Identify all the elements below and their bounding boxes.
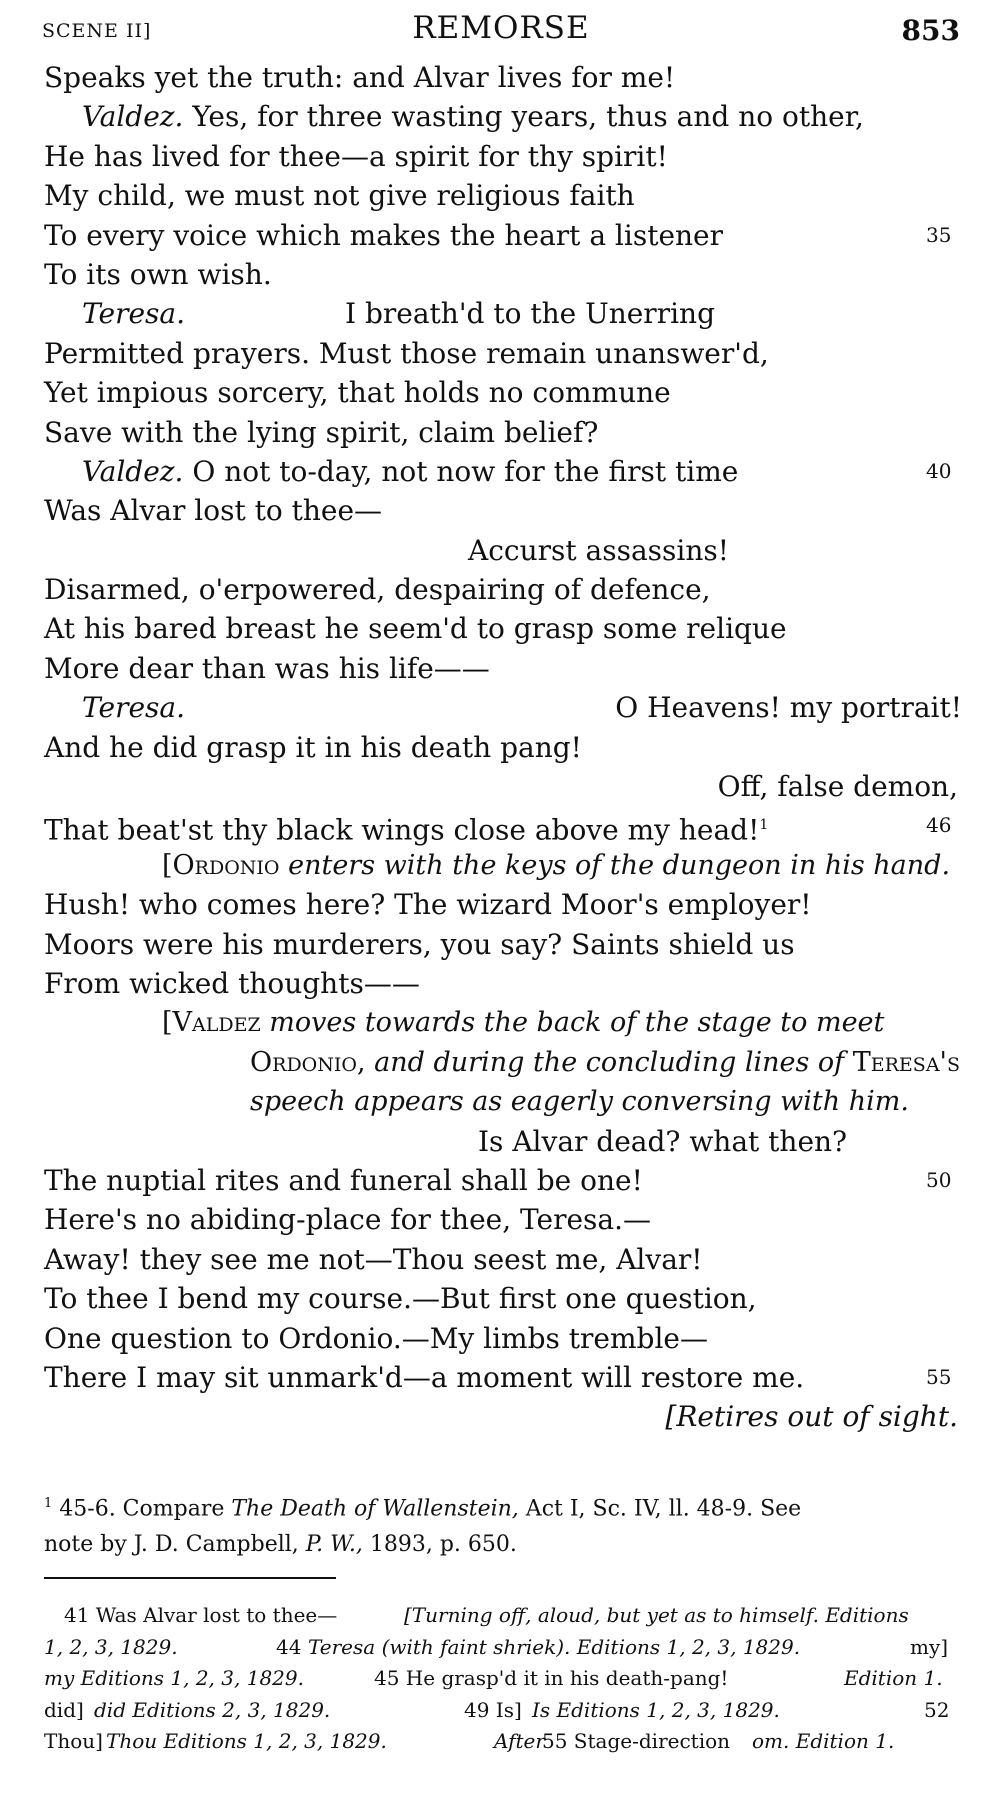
- verse-line: That beat'st thy black wings close above my head!$^1$ 46: [0, 806, 1000, 845]
- stage-direction: speech appears as eagerly conversing with him.: [250, 1086, 909, 1118]
- page-number: 853: [901, 14, 960, 47]
- verse-line: To every voice which makes the heart a listener 35: [0, 216, 1000, 255]
- speaker-name: Teresa.: [82, 691, 185, 725]
- stage-direction: [Retires out of sight.: [665, 1400, 958, 1434]
- footnote: $^1$ 45-6. Compare The Death of Wallenstein, Act I, Sc. IV, ll. 48-9. See note by J. D. Campbell, P. W., 1893, p. 650.: [44, 1496, 802, 1558]
- line-number: 55: [926, 1364, 952, 1389]
- verse-line: Permitted prayers. Must those remain unanswer'd,: [44, 336, 769, 370]
- verse-line: Yet impious sorcery, that holds no commune: [44, 376, 671, 410]
- verse-line: Here's no abiding-place for thee, Teresa.—: [44, 1203, 652, 1237]
- stage-direction: Ordonio, and during the concluding lines of Teresa's: [250, 1046, 960, 1078]
- verse-line: Save with the lying spirit, claim belief?: [44, 415, 599, 449]
- verse-line: Valdez. Yes, for three wasting years, thus and no other,: [82, 100, 864, 134]
- verse-line: And he did grasp it in his death pang!: [44, 730, 582, 764]
- verse-line: He has lived for thee—a spirit for thy spirit!: [44, 139, 668, 173]
- speaker-name: Teresa.: [82, 297, 185, 331]
- verse-line: Hush! who comes here? The wizard Moor's employer!: [44, 888, 812, 922]
- verse-line: Was Alvar lost to thee—: [44, 494, 383, 528]
- note-line: did] did Editions 2, 3, 1829. 49 Is] Is Editions 1, 2, 3, 1829. 52: [44, 1697, 950, 1722]
- line-number: 35: [926, 222, 952, 247]
- verse-line: Valdez. O not to-day, not now for the first time 40: [0, 452, 1000, 491]
- verse-line: The nuptial rites and funeral shall be one! 50: [0, 1161, 1000, 1200]
- verse-line: From wicked thoughts——: [44, 966, 420, 1000]
- line-number: 50: [926, 1167, 952, 1192]
- note-line: 1, 2, 3, 1829. 44 Teresa (with faint shriek). Editions 1, 2, 3, 1829. my]: [44, 1634, 949, 1659]
- verse-line: Is Alvar dead? what then?: [478, 1124, 848, 1158]
- note-line: my Editions 1, 2, 3, 1829. 45 He grasp'd it in his death-pang! Edition 1.: [44, 1666, 943, 1691]
- verse-line: Accurst assassins!: [468, 533, 729, 567]
- running-header: [42, 6, 960, 46]
- stage-direction: [Valdez moves towards the back of the stage to meet: [162, 1007, 885, 1039]
- verse-line: Teresa. O Heavens! my portrait!: [0, 688, 1000, 727]
- verse-line: Disarmed, o'erpowered, despairing of defence,: [44, 573, 711, 607]
- verse-text: [0, 58, 1000, 1437]
- footnote-divider: [44, 1577, 336, 1579]
- verse-line: More dear than was his life——: [44, 651, 490, 685]
- verse-line: Moors were his murderers, you say? Saints shield us: [44, 927, 795, 961]
- verse-line: Off, false demon,: [717, 770, 958, 804]
- speaker-name: Valdez.: [82, 100, 184, 134]
- verse-line: Speaks yet the truth: and Alvar lives for me!: [44, 61, 676, 94]
- speaker-name: Valdez.: [82, 454, 184, 488]
- textual-notes: [44, 1600, 964, 1758]
- verse-line: To its own wish.: [44, 257, 272, 291]
- line-number: 46: [926, 813, 952, 838]
- page-title: REMORSE: [412, 10, 590, 46]
- verse-line: One question to Ordonio.—My limbs tremble—: [44, 1321, 708, 1355]
- note-line: 41 Was Alvar lost to thee— [Turning off, aloud, but yet as to himself. Editions: [64, 1603, 909, 1627]
- note-line: Thou] Thou Editions 1, 2, 3, 1829. After 55 Stage-direction om. Edition 1.: [44, 1729, 895, 1754]
- verse-line: To thee I bend my course.—But first one question,: [44, 1282, 757, 1316]
- verse-line: At his bared breast he seem'd to grasp some relique: [44, 612, 787, 646]
- stage-direction: [Ordonio enters with the keys of the dungeon in his hand.: [162, 849, 951, 881]
- verse-line: There I may sit unmark'd—a moment will restore me. 55: [0, 1358, 1000, 1397]
- line-number: 40: [926, 458, 952, 483]
- scene-label: SCENE II]: [42, 20, 152, 42]
- footnote-ref: 1: [759, 817, 769, 834]
- verse-line: Teresa. I breath'd to the Unerring: [82, 297, 715, 331]
- verse-line: My child, we must not give religious faith: [44, 179, 635, 213]
- verse-line: Away! they see me not—Thou seest me, Alvar!: [44, 1242, 703, 1276]
